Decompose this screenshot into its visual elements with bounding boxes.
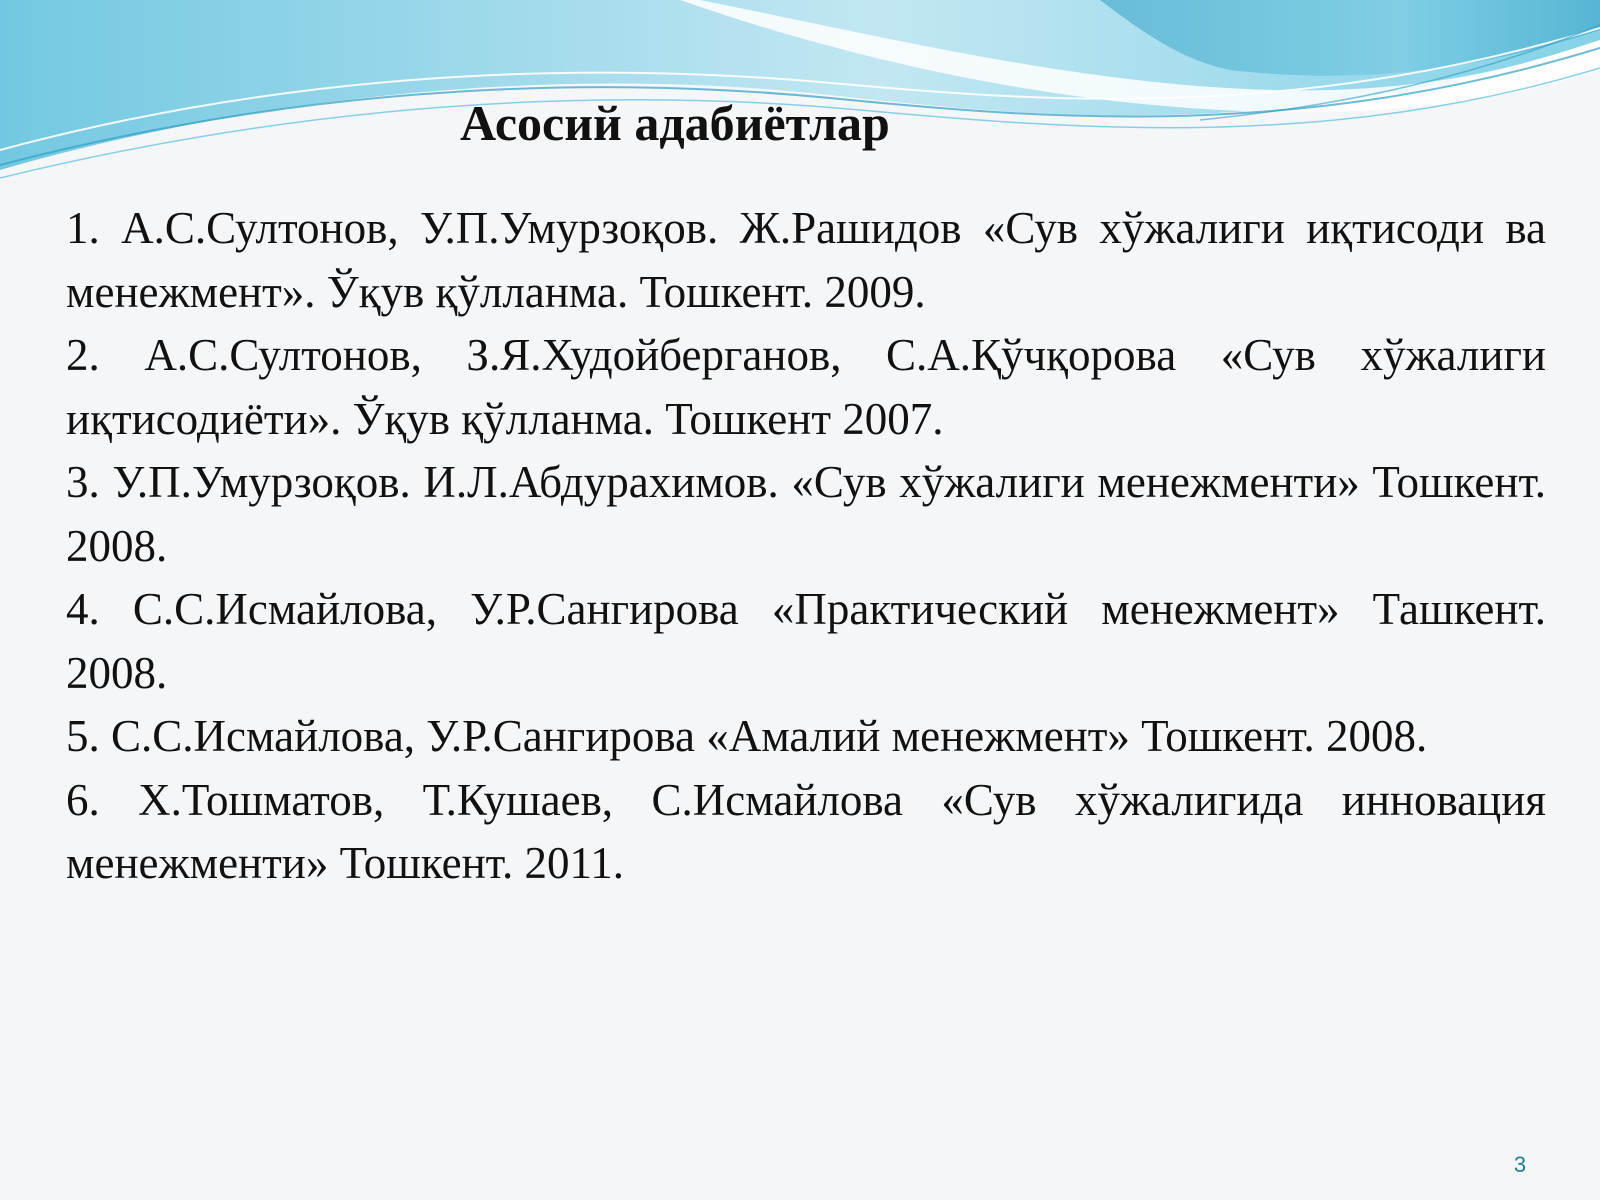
reference-item: 6. Х.Тошматов, Т.Кушаев, С.Исмайлова «Сув хўжалигида инновация менежменти» Тошкент. 2011. xyxy=(66,774,1546,888)
reference-item: 3. У.П.Умурзоқов. И.Л.Абдурахимов. «Сув хўжалиги менежменти» Тошкент. 2008. xyxy=(66,457,1546,571)
reference-item: 1. А.С.Султонов, У.П.Умурзоқов. Ж.Рашидов «Сув хўжалиги иқтисоди ва менежмент». Ўқув қўлланма. Тошкент. 2009. xyxy=(66,203,1546,317)
reference-list xyxy=(66,197,1546,896)
reference-item: 4. С.С.Исмайлова, У.Р.Сангирова «Практический менежмент» Ташкент. 2008. xyxy=(66,584,1546,698)
slide-title: Асосий адабиётлар xyxy=(460,95,890,151)
reference-item: 2. А.С.Султонов, З.Я.Худойберганов, С.А.Қўчқорова «Сув хўжалиги иқтисодиёти». Ўқув қўлланма. Тошкент 2007. xyxy=(66,330,1546,444)
page-number: 3 xyxy=(1513,1152,1527,1177)
reference-item: 5. С.С.Исмайлова, У.Р.Сангирова «Амалий менежмент» Тошкент. 2008. xyxy=(66,711,1428,761)
